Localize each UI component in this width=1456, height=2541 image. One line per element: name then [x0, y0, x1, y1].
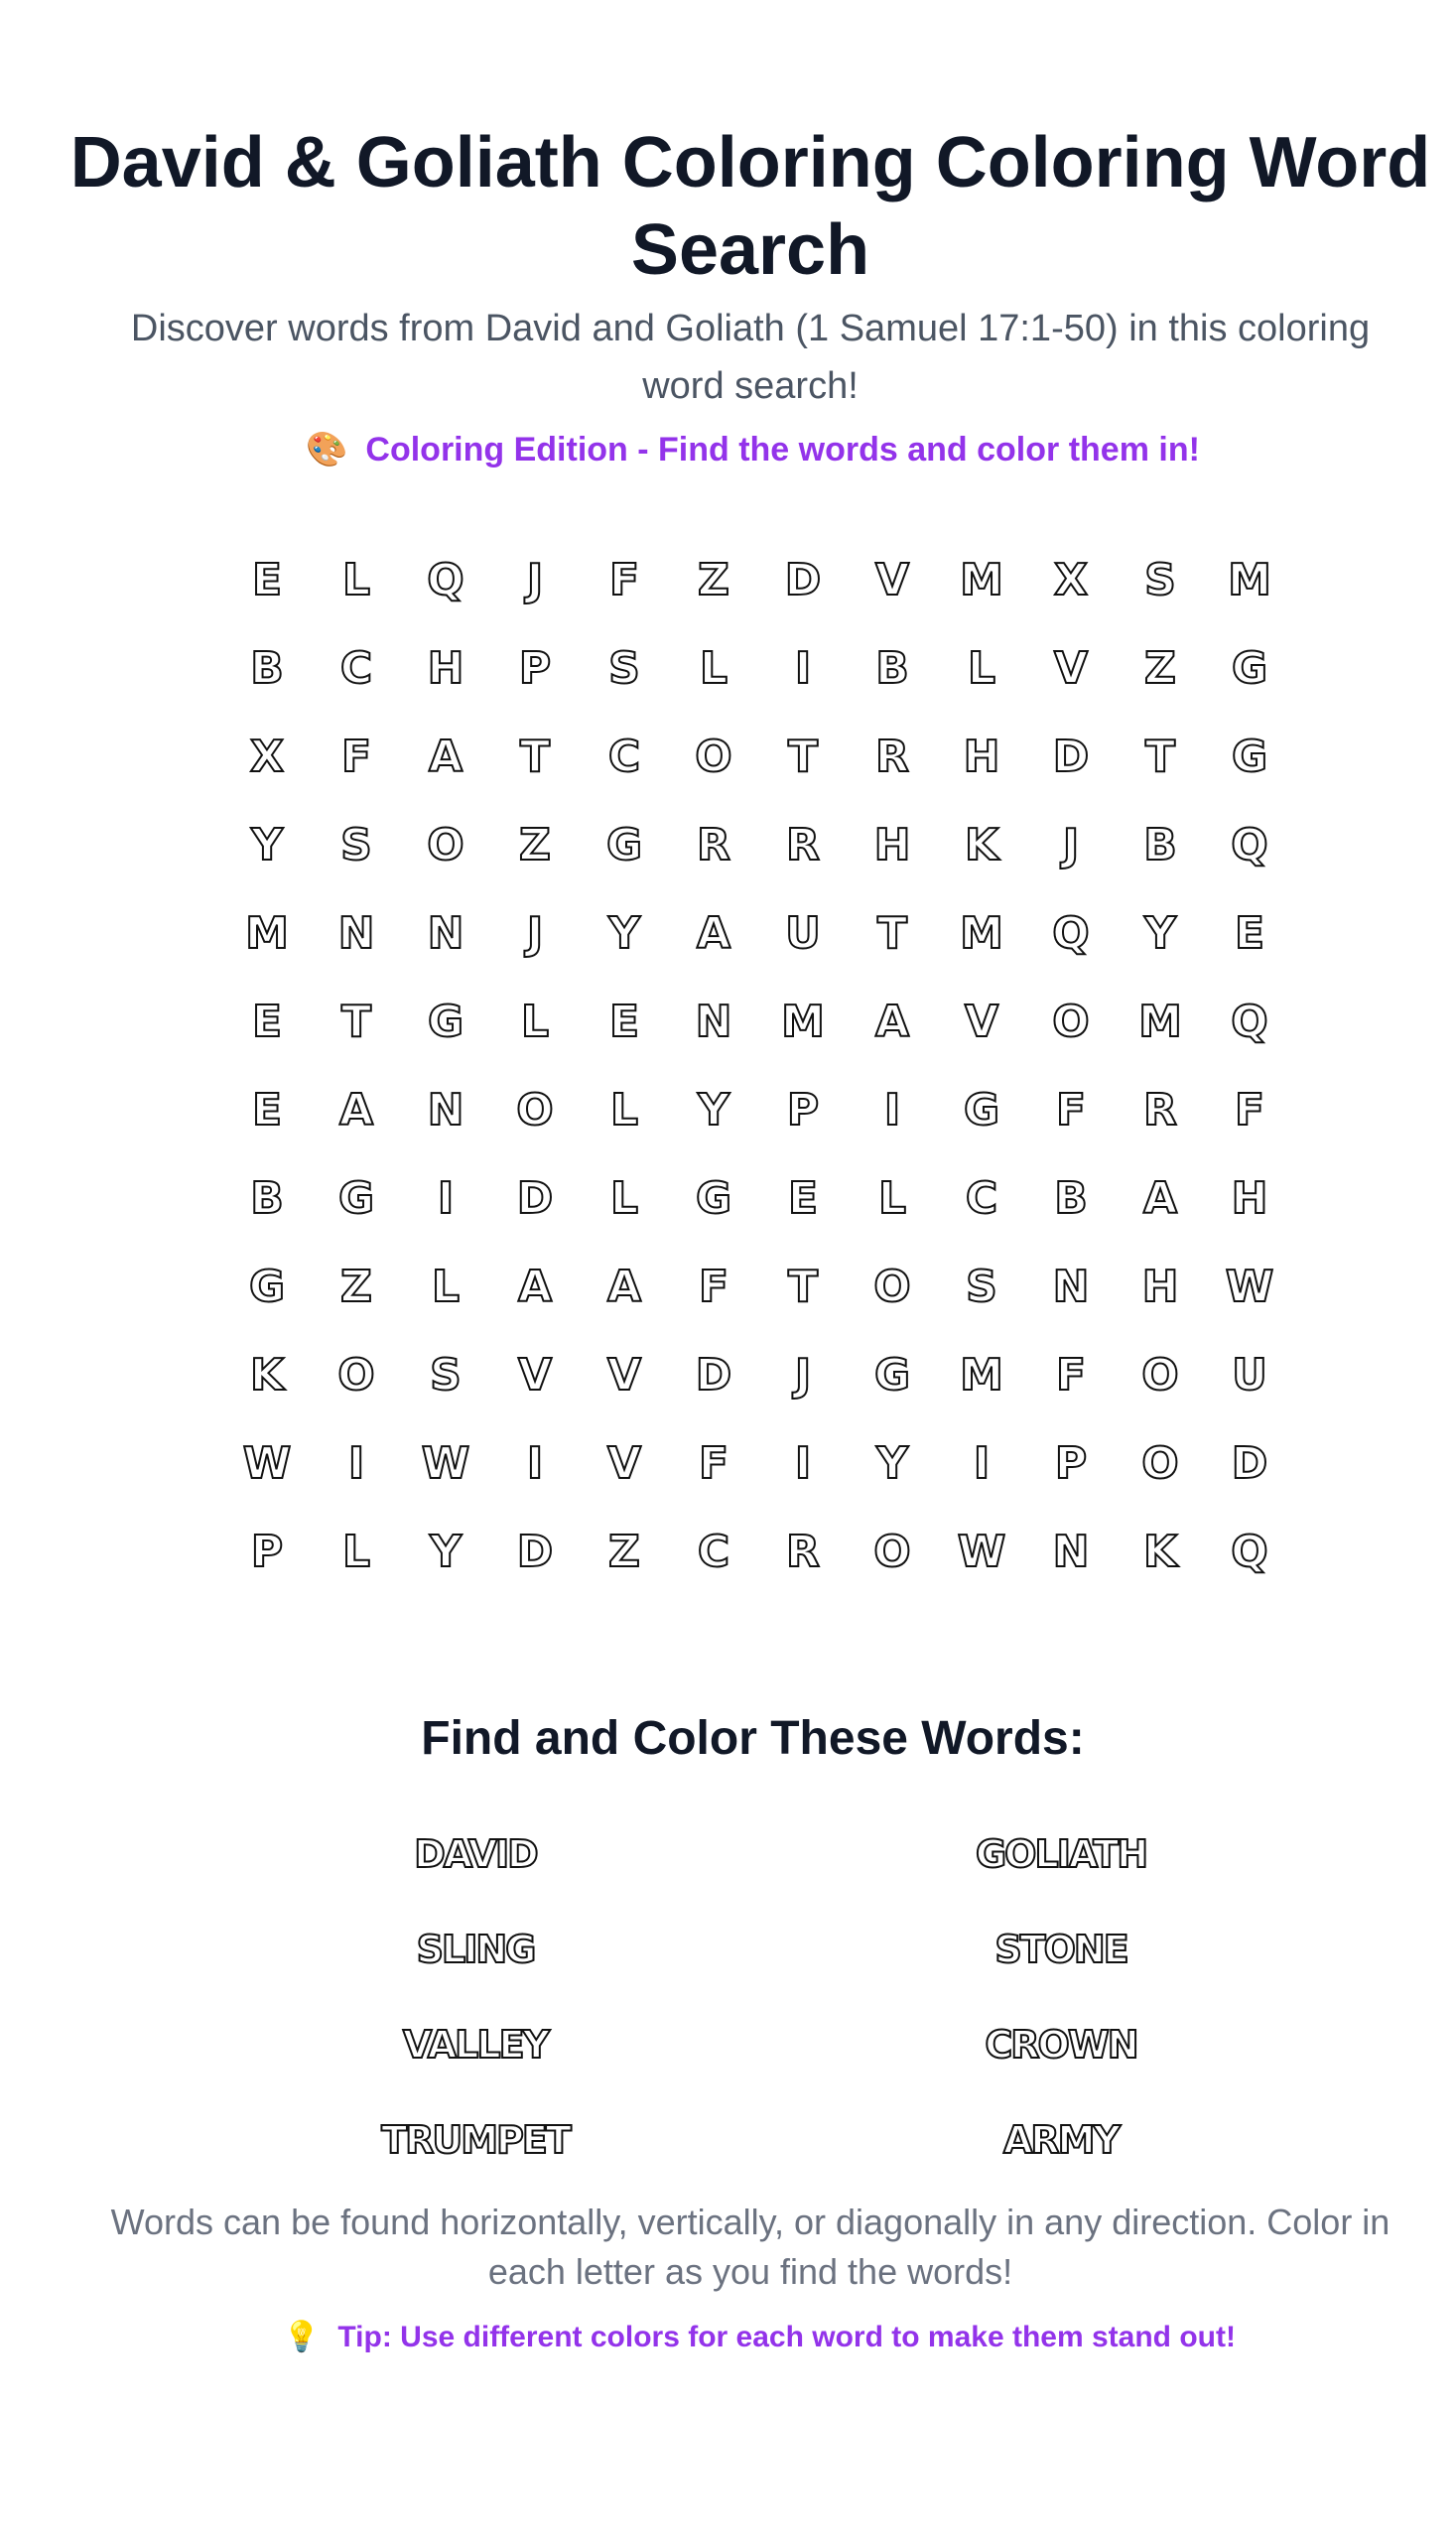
grid-cell[interactable]: D [516, 1173, 554, 1224]
grid-cell[interactable]: J [794, 1350, 812, 1401]
grid-cell[interactable]: A [874, 997, 910, 1047]
grid-cell[interactable]: X [1054, 555, 1088, 605]
word-list-item: ARMY [1002, 2118, 1119, 2162]
grid-cell[interactable]: E [608, 997, 640, 1047]
grid-cell[interactable]: I [794, 1438, 812, 1489]
coloring-edition-text: Coloring Edition - Find the words and color them in! [365, 431, 1200, 468]
grid-cell[interactable]: U [785, 908, 821, 959]
grid-cell[interactable]: J [526, 908, 544, 959]
grid-cell[interactable]: L [341, 1527, 371, 1577]
grid-cell[interactable]: E [251, 555, 283, 605]
grid-cell[interactable]: S [1144, 555, 1176, 605]
grid-cell[interactable]: S [340, 820, 372, 870]
grid-cell[interactable]: F [698, 1438, 729, 1489]
grid-cell[interactable]: S [608, 643, 640, 694]
instructions-text: Words can be found horizontally, vertically, or diagonally in any direction. Color in each letter as you find the words! [110, 2202, 1390, 2292]
grid-cell[interactable]: Z [340, 1262, 372, 1312]
grid-cell[interactable]: Z [608, 1527, 640, 1577]
grid-cell[interactable]: E [787, 1173, 819, 1224]
grid-cell[interactable]: N [337, 908, 375, 959]
grid-cell[interactable]: P [250, 1527, 284, 1577]
grid-cell[interactable]: F [1234, 1085, 1265, 1136]
grid-cell[interactable]: B [1143, 820, 1177, 870]
grid-cell[interactable]: B [1054, 1173, 1088, 1224]
grid-cell[interactable]: L [609, 1085, 639, 1136]
grid-cell[interactable]: H [873, 820, 911, 870]
grid-cell[interactable]: T [787, 1262, 818, 1312]
grid-cell[interactable]: Y [698, 1085, 729, 1136]
grid-cell[interactable]: A [1142, 1173, 1178, 1224]
grid-cell[interactable]: T [876, 908, 907, 959]
word-list-item: STONE [994, 1928, 1127, 1971]
lightbulb-icon: 💡 [283, 2320, 321, 2354]
word-list-item: GOLIATH [975, 1832, 1147, 1876]
grid-cell[interactable]: I [973, 1438, 991, 1489]
grid-cell[interactable]: Q [1231, 820, 1268, 870]
grid-cell[interactable]: O [427, 820, 464, 870]
grid-cell[interactable]: H [427, 643, 464, 694]
grid-cell[interactable]: H [1231, 1173, 1268, 1224]
grid-cell[interactable]: V [1053, 643, 1089, 694]
grid-cell[interactable]: C [339, 643, 373, 694]
grid-cell[interactable]: J [1062, 820, 1080, 870]
grid-cell[interactable]: O [873, 1262, 911, 1312]
grid-cell[interactable]: I [794, 643, 812, 694]
grid-cell[interactable]: W [421, 1438, 470, 1489]
page-subtitle: Discover words from David and Goliath (1 Samuel 17:1-50) in this coloring word search! [130, 308, 1371, 407]
grid-cell[interactable]: N [1052, 1262, 1090, 1312]
grid-cell[interactable]: C [607, 732, 641, 782]
grid-cell[interactable]: O [695, 732, 732, 782]
grid-cell[interactable]: G [1231, 732, 1268, 782]
grid-cell[interactable]: F [1055, 1085, 1087, 1136]
grid-cell[interactable]: Y [251, 820, 283, 870]
grid-cell[interactable]: T [1144, 732, 1175, 782]
grid-cell[interactable]: O [337, 1350, 375, 1401]
palette-icon: 🎨 [306, 430, 348, 469]
word-list-heading: Find and Color These Words: [421, 1712, 1085, 1765]
grid-cell[interactable]: D [784, 555, 822, 605]
grid-cell[interactable]: E [1234, 908, 1265, 959]
grid-cell[interactable]: N [427, 908, 464, 959]
grid-cell[interactable]: J [526, 555, 544, 605]
grid-cell[interactable]: R [1143, 1085, 1177, 1136]
grid-cell[interactable]: L [431, 1262, 461, 1312]
grid-cell[interactable]: D [516, 1527, 554, 1577]
grid-cell[interactable]: K [964, 820, 999, 870]
grid-cell[interactable]: Y [608, 908, 640, 959]
grid-cell[interactable]: H [1141, 1262, 1179, 1312]
grid-cell[interactable]: X [250, 732, 284, 782]
grid-cell[interactable]: S [430, 1350, 462, 1401]
grid-cell[interactable]: G [248, 1262, 286, 1312]
grid-cell[interactable]: T [519, 732, 550, 782]
grid-cell[interactable]: Q [1231, 997, 1268, 1047]
grid-cell[interactable]: M [960, 1350, 1003, 1401]
coloring-edition-banner [0, 427, 1456, 472]
grid-cell[interactable]: G [873, 1350, 911, 1401]
grid-cell[interactable]: W [242, 1438, 292, 1489]
grid-cell[interactable]: O [1141, 1438, 1179, 1489]
grid-cell[interactable]: R [786, 820, 820, 870]
grid-cell[interactable]: I [883, 1085, 901, 1136]
grid-cell[interactable]: A [517, 1262, 553, 1312]
grid-cell[interactable]: M [245, 908, 289, 959]
grid-cell[interactable]: H [963, 732, 1000, 782]
grid-cell[interactable]: V [606, 1438, 642, 1489]
word-list-item: VALLEY [402, 2023, 549, 2067]
grid-cell[interactable]: Q [1231, 1527, 1268, 1577]
grid-cell[interactable]: V [964, 997, 999, 1047]
grid-cell[interactable]: O [1052, 997, 1090, 1047]
grid-cell[interactable]: K [1142, 1527, 1178, 1577]
word-search-grid [222, 536, 1294, 1596]
grid-cell[interactable]: F [698, 1262, 729, 1312]
page-title: David & Goliath Coloring Coloring Word Search [69, 123, 1431, 290]
grid-cell[interactable]: M [1228, 555, 1271, 605]
grid-cell[interactable]: M [960, 908, 1003, 959]
grid-cell[interactable]: Z [519, 820, 551, 870]
grid-cell[interactable]: I [437, 1173, 455, 1224]
grid-cell[interactable]: B [250, 643, 284, 694]
grid-cell[interactable]: D [1052, 732, 1090, 782]
grid-cell[interactable]: C [697, 1527, 730, 1577]
grid-cell[interactable]: N [695, 997, 732, 1047]
grid-cell[interactable]: Q [1052, 908, 1090, 959]
grid-cell[interactable]: M [781, 997, 825, 1047]
grid-cell[interactable]: O [516, 1085, 554, 1136]
grid-cell[interactable]: G [1231, 643, 1268, 694]
grid-cell[interactable]: N [1052, 1527, 1090, 1577]
word-list-item: DAVID [414, 1832, 537, 1876]
grid-cell[interactable]: A [338, 1085, 374, 1136]
grid-cell[interactable]: P [1054, 1438, 1088, 1489]
grid-cell[interactable]: T [787, 732, 818, 782]
grid-cell[interactable]: W [957, 1527, 1006, 1577]
tip-banner [0, 2317, 1456, 2358]
grid-cell[interactable]: M [1138, 997, 1182, 1047]
grid-cell[interactable]: Y [430, 1527, 462, 1577]
grid-cell[interactable]: I [526, 1438, 544, 1489]
grid-cell[interactable]: A [696, 908, 731, 959]
word-list-item: TRUMPET [381, 2118, 570, 2162]
grid-cell[interactable]: W [1225, 1262, 1274, 1312]
grid-cell[interactable]: F [608, 555, 640, 605]
grid-cell[interactable]: R [875, 732, 909, 782]
grid-cell[interactable]: G [963, 1085, 1000, 1136]
grid-cell[interactable]: T [340, 997, 371, 1047]
grid-cell[interactable]: A [428, 732, 463, 782]
grid-cell[interactable]: V [606, 1350, 642, 1401]
grid-cell[interactable]: Z [698, 555, 729, 605]
grid-cell[interactable]: S [966, 1262, 997, 1312]
grid-cell[interactable]: L [520, 997, 550, 1047]
grid-cell[interactable]: P [518, 643, 552, 694]
grid-cell[interactable]: Y [876, 1438, 908, 1489]
grid-cell[interactable]: G [695, 1173, 732, 1224]
grid-cell[interactable]: B [875, 643, 909, 694]
grid-cell[interactable]: V [517, 1350, 553, 1401]
grid-cell[interactable]: O [1141, 1350, 1179, 1401]
grid-cell[interactable]: U [1232, 1350, 1267, 1401]
grid-cell[interactable]: A [606, 1262, 642, 1312]
grid-cell[interactable]: L [609, 1173, 639, 1224]
grid-cell[interactable]: E [251, 997, 283, 1047]
grid-cell[interactable]: D [1231, 1438, 1268, 1489]
grid-cell[interactable]: N [427, 1085, 464, 1136]
word-list [183, 1806, 1354, 2188]
grid-cell[interactable]: G [337, 1173, 375, 1224]
grid-cell[interactable]: L [699, 643, 728, 694]
grid-cell[interactable]: C [965, 1173, 998, 1224]
grid-cell[interactable]: E [251, 1085, 283, 1136]
grid-cell[interactable]: R [786, 1527, 820, 1577]
grid-cell[interactable]: Q [427, 555, 464, 605]
grid-cell[interactable]: I [347, 1438, 365, 1489]
grid-cell[interactable]: R [697, 820, 730, 870]
word-list-item: SLING [416, 1928, 535, 1971]
word-list-item: CROWN [985, 2023, 1137, 2067]
grid-cell[interactable]: G [605, 820, 643, 870]
grid-cell[interactable]: L [341, 555, 371, 605]
grid-cell[interactable]: F [1055, 1350, 1087, 1401]
grid-cell[interactable]: P [786, 1085, 820, 1136]
grid-cell[interactable]: O [873, 1527, 911, 1577]
grid-cell[interactable]: F [340, 732, 372, 782]
grid-cell[interactable]: D [695, 1350, 732, 1401]
grid-cell[interactable]: M [960, 555, 1003, 605]
grid-cell[interactable]: G [427, 997, 464, 1047]
grid-cell[interactable]: Z [1144, 643, 1176, 694]
grid-cell[interactable]: B [250, 1173, 284, 1224]
grid-cell[interactable]: Y [1144, 908, 1176, 959]
grid-cell[interactable]: L [877, 1173, 907, 1224]
grid-cell[interactable]: L [967, 643, 996, 694]
tip-text: Tip: Use different colors for each word to make them stand out! [337, 2321, 1236, 2353]
grid-cell[interactable]: V [874, 555, 910, 605]
grid-cell[interactable]: K [249, 1350, 285, 1401]
